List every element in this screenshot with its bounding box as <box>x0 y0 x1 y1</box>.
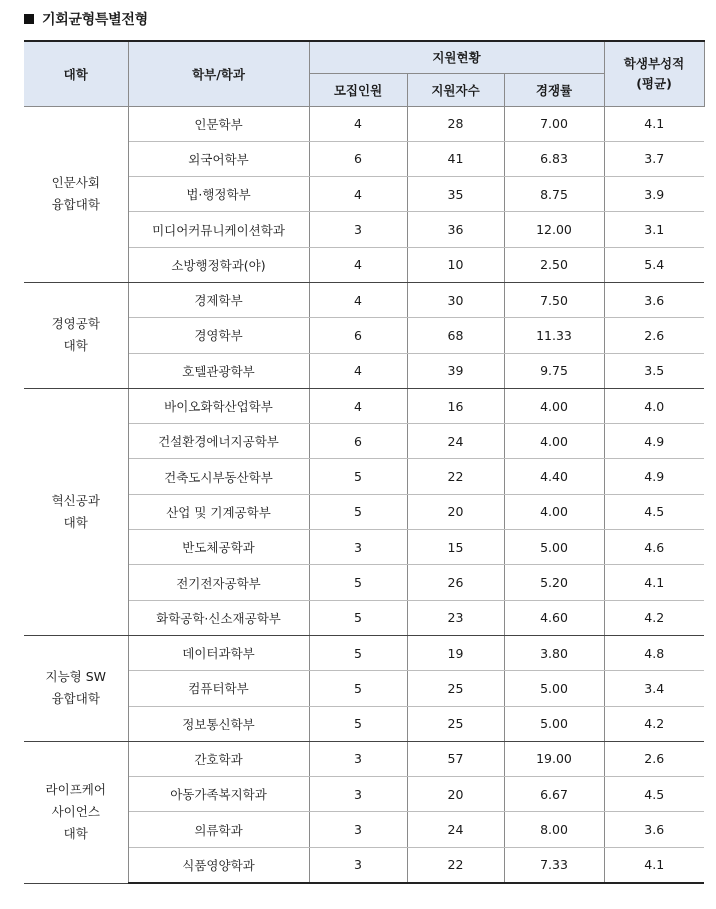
cell-department: 법·행정학부 <box>128 177 309 212</box>
university-name-line: 융합대학 <box>51 197 100 213</box>
cell-department: 데이터과학부 <box>128 635 309 670</box>
cell-university <box>24 635 128 741</box>
cell-department: 인문학부 <box>128 106 309 141</box>
header-gpa-line2: (평균) <box>636 75 672 91</box>
cell-ratio: 7.50 <box>504 282 604 317</box>
cell-gpa: 4.6 <box>604 530 704 565</box>
cell-gpa: 2.6 <box>604 741 704 776</box>
cell-ratio: 5.00 <box>504 706 604 741</box>
cell-university <box>24 106 128 282</box>
cell-gpa: 3.9 <box>604 177 704 212</box>
cell-gpa: 4.1 <box>604 847 704 883</box>
cell-gpa: 4.9 <box>604 459 704 494</box>
cell-gpa: 3.7 <box>604 141 704 176</box>
cell-quota: 6 <box>309 424 407 459</box>
cell-gpa: 4.2 <box>604 600 704 635</box>
university-name-line: 경영공학 <box>51 316 100 332</box>
cell-applicants: 16 <box>407 388 504 423</box>
table-body <box>24 106 704 883</box>
cell-gpa: 3.5 <box>604 353 704 388</box>
header-gpa <box>604 41 704 106</box>
cell-ratio: 4.40 <box>504 459 604 494</box>
cell-quota: 4 <box>309 388 407 423</box>
cell-applicants: 23 <box>407 600 504 635</box>
university-name-line: 라이프케어 <box>45 782 106 798</box>
cell-ratio: 9.75 <box>504 353 604 388</box>
section-title <box>24 9 148 29</box>
table-row <box>24 635 704 670</box>
cell-ratio: 6.67 <box>504 777 604 812</box>
cell-quota: 5 <box>309 600 407 635</box>
cell-gpa: 4.5 <box>604 494 704 529</box>
cell-department: 경제학부 <box>128 282 309 317</box>
cell-applicants: 68 <box>407 318 504 353</box>
header-department: 학부/학과 <box>128 41 309 106</box>
cell-applicants: 25 <box>407 706 504 741</box>
header-applicants: 지원자수 <box>407 73 504 106</box>
table-row <box>24 282 704 317</box>
cell-department: 간호학과 <box>128 741 309 776</box>
cell-gpa: 3.1 <box>604 212 704 247</box>
cell-quota: 4 <box>309 177 407 212</box>
cell-gpa: 4.5 <box>604 777 704 812</box>
cell-applicants: 24 <box>407 424 504 459</box>
cell-quota: 4 <box>309 106 407 141</box>
university-name-line: 융합대학 <box>51 691 100 707</box>
cell-gpa: 4.8 <box>604 635 704 670</box>
cell-applicants: 10 <box>407 247 504 282</box>
cell-ratio: 5.00 <box>504 671 604 706</box>
cell-quota: 3 <box>309 847 407 883</box>
cell-gpa: 3.4 <box>604 671 704 706</box>
cell-university <box>24 282 128 388</box>
cell-ratio: 4.60 <box>504 600 604 635</box>
cell-applicants: 41 <box>407 141 504 176</box>
cell-department: 정보통신학부 <box>128 706 309 741</box>
cell-gpa: 4.1 <box>604 106 704 141</box>
cell-quota: 3 <box>309 812 407 847</box>
cell-quota: 3 <box>309 777 407 812</box>
cell-department: 건축도시부동산학부 <box>128 459 309 494</box>
table-row <box>24 106 704 141</box>
cell-department: 산업 및 기계공학부 <box>128 494 309 529</box>
university-name-line: 대학 <box>63 514 88 530</box>
cell-applicants: 36 <box>407 212 504 247</box>
header-gpa-line1: 학생부성적 <box>623 55 685 71</box>
cell-applicants: 39 <box>407 353 504 388</box>
cell-quota: 4 <box>309 353 407 388</box>
cell-university <box>24 741 128 883</box>
cell-ratio: 8.00 <box>504 812 604 847</box>
cell-gpa: 4.0 <box>604 388 704 423</box>
section-title-text: 기회균형특별전형 <box>42 12 148 28</box>
cell-ratio: 7.00 <box>504 106 604 141</box>
cell-gpa: 3.6 <box>604 812 704 847</box>
cell-applicants: 22 <box>407 847 504 883</box>
cell-quota: 5 <box>309 459 407 494</box>
cell-applicants: 28 <box>407 106 504 141</box>
square-bullet-icon <box>24 14 34 24</box>
cell-department: 미디어커뮤니케이션학과 <box>128 212 309 247</box>
cell-department: 의류학과 <box>128 812 309 847</box>
university-name-line: 지능형 SW <box>45 669 106 685</box>
university-name-line: 대학 <box>63 338 88 354</box>
cell-department: 컴퓨터학부 <box>128 671 309 706</box>
cell-gpa: 4.9 <box>604 424 704 459</box>
header-university: 대학 <box>24 41 128 106</box>
cell-applicants: 15 <box>407 530 504 565</box>
cell-applicants: 20 <box>407 777 504 812</box>
cell-ratio: 19.00 <box>504 741 604 776</box>
cell-department: 바이오화학산업학부 <box>128 388 309 423</box>
cell-ratio: 6.83 <box>504 141 604 176</box>
cell-department: 경영학부 <box>128 318 309 353</box>
cell-quota: 5 <box>309 565 407 600</box>
cell-ratio: 7.33 <box>504 847 604 883</box>
university-name-line: 혁신공과 <box>51 492 100 508</box>
table-header <box>24 41 704 106</box>
cell-applicants: 22 <box>407 459 504 494</box>
cell-ratio: 12.00 <box>504 212 604 247</box>
table-row <box>24 741 704 776</box>
cell-department: 건설환경에너지공학부 <box>128 424 309 459</box>
cell-applicants: 19 <box>407 635 504 670</box>
cell-ratio: 11.33 <box>504 318 604 353</box>
cell-quota: 6 <box>309 141 407 176</box>
cell-applicants: 30 <box>407 282 504 317</box>
cell-ratio: 5.00 <box>504 530 604 565</box>
cell-quota: 3 <box>309 212 407 247</box>
cell-gpa: 4.1 <box>604 565 704 600</box>
cell-department: 화학공학·신소재공학부 <box>128 600 309 635</box>
admission-table <box>24 40 705 884</box>
header-application-status: 지원현황 <box>309 41 604 73</box>
cell-quota: 5 <box>309 635 407 670</box>
header-quota: 모집인원 <box>309 73 407 106</box>
university-name-line: 사이언스 <box>51 804 100 820</box>
cell-applicants: 26 <box>407 565 504 600</box>
cell-quota: 3 <box>309 530 407 565</box>
cell-quota: 4 <box>309 282 407 317</box>
cell-ratio: 4.00 <box>504 494 604 529</box>
cell-quota: 3 <box>309 741 407 776</box>
cell-ratio: 4.00 <box>504 424 604 459</box>
header-ratio: 경쟁률 <box>504 73 604 106</box>
cell-department: 아동가족복지학과 <box>128 777 309 812</box>
cell-gpa: 4.2 <box>604 706 704 741</box>
cell-ratio: 3.80 <box>504 635 604 670</box>
cell-applicants: 25 <box>407 671 504 706</box>
cell-quota: 6 <box>309 318 407 353</box>
cell-ratio: 2.50 <box>504 247 604 282</box>
cell-department: 외국어학부 <box>128 141 309 176</box>
cell-applicants: 57 <box>407 741 504 776</box>
cell-quota: 5 <box>309 706 407 741</box>
cell-quota: 5 <box>309 494 407 529</box>
cell-gpa: 3.6 <box>604 282 704 317</box>
cell-department: 반도체공학과 <box>128 530 309 565</box>
cell-applicants: 24 <box>407 812 504 847</box>
university-name-line: 인문사회 <box>51 175 100 191</box>
cell-applicants: 20 <box>407 494 504 529</box>
university-name-line: 대학 <box>63 826 88 842</box>
cell-quota: 4 <box>309 247 407 282</box>
cell-ratio: 8.75 <box>504 177 604 212</box>
table-row <box>24 388 704 423</box>
cell-university <box>24 388 128 635</box>
cell-gpa: 5.4 <box>604 247 704 282</box>
cell-department: 호텔관광학부 <box>128 353 309 388</box>
cell-quota: 5 <box>309 671 407 706</box>
cell-ratio: 4.00 <box>504 388 604 423</box>
cell-ratio: 5.20 <box>504 565 604 600</box>
cell-department: 식품영양학과 <box>128 847 309 883</box>
cell-applicants: 35 <box>407 177 504 212</box>
cell-department: 소방행정학과(야) <box>128 247 309 282</box>
cell-gpa: 2.6 <box>604 318 704 353</box>
cell-department: 전기전자공학부 <box>128 565 309 600</box>
